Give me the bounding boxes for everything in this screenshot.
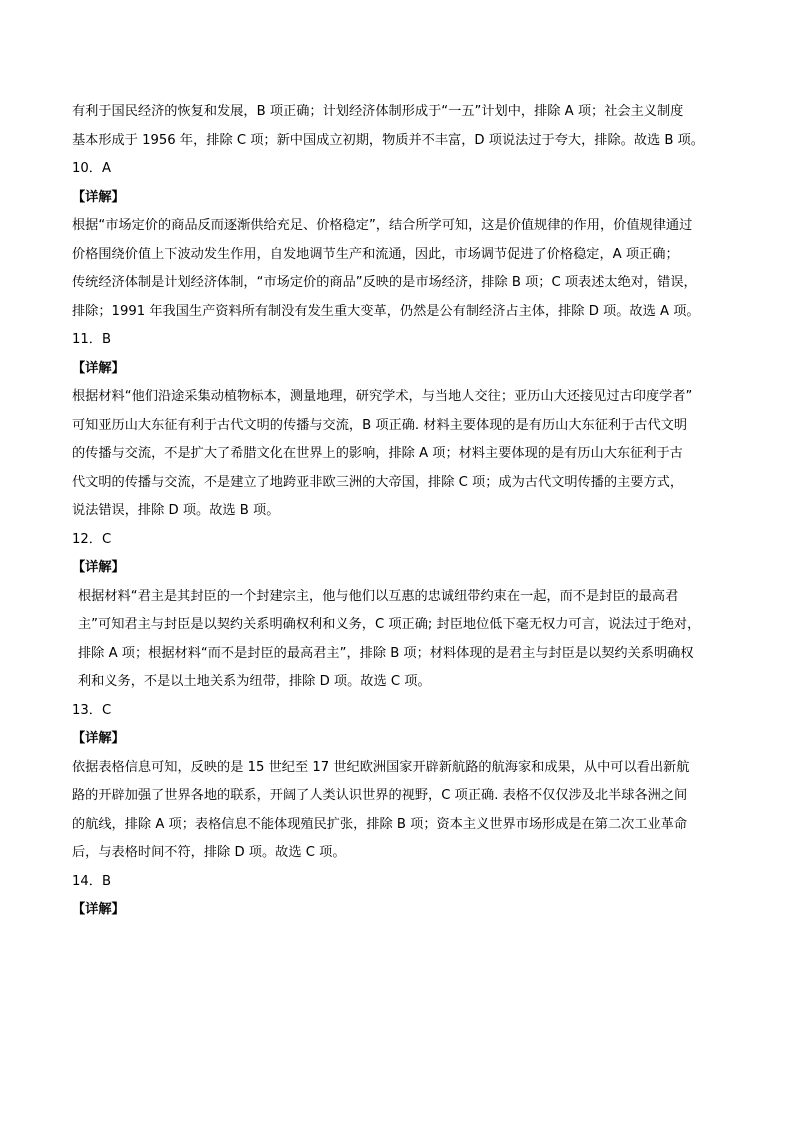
detail-heading: 【详解】 [72,560,125,575]
text-line: 基本形成于 1956 年，排除 C 项；新中国成立初期，物质并不丰富，D 项说法过于夸大，排除。故选 B 项。 [72,132,704,148]
text-line: 可知亚历山大东征有利于古代文明的传播与交流，B 项正确. 材料主要体现的是有历山大东征利于古代文明 [72,417,688,433]
text-line: 排除；1991 年我国生产资料所有制没有发生重大变革，仍然是公有制经济占主体，排除 D 项。故选 A 项。 [72,303,700,319]
question-answer-number: 13．C [72,702,112,718]
text-line: 有利于国民经济的恢复和发展，B 项正确；计划经济体制形成于“一五”计划中，排除 A 项；社会主义制度 [72,104,684,119]
text-line: 根据“市场定价的商品反而逐渐供给充足、价格稳定”，结合所学可知，这是价值规律的作用，价值规律通过 [72,218,693,233]
detail-heading: 【详解】 [72,902,125,917]
explanation-paragraph [72,754,728,868]
text-line: 的传播与交流，不是扩大了希腊文化在世界上的影响，排除 A 项；材料主要体现的是有历山大东征利于古 [72,446,683,461]
text-line: 说法错误，排除 D 项。故选 B 项。 [72,503,280,518]
answer-explanations [72,98,728,925]
text-line: 依据表格信息可知，反映的是 15 世纪至 17 世纪欧洲国家开辟新航路的航海家和成果，从中可以看出新航 [72,759,690,775]
question-answer-number: 14．B [72,873,112,889]
explanation-paragraph [72,583,728,697]
text-line: 传统经济体制是计划经济体制，“市场定价的商品”反映的是市场经济，排除 B 项；C 项表述太绝对，错误， [72,275,697,290]
text-line: 主”可知君主与封臣是以契约关系明确权利和义务，C 项正确; 封臣地位低下毫无权力可言，说法过于绝对， [78,617,701,632]
question-answer-number: 11．B [72,332,112,347]
explanation-paragraph [72,212,728,326]
text-line: 后，与表格时间不符，排除 D 项。故选 C 项。 [72,845,346,860]
explanation-paragraph [72,98,728,155]
text-line: 的航线，排除 A 项；表格信息不能体现殖民扩张，排除 B 项；资本主义世界市场形成是在第二次工业革命 [72,816,688,832]
question-answer-number: 12．C [72,531,112,547]
detail-heading: 【详解】 [72,360,125,376]
explanation-paragraph [72,383,728,526]
text-line: 利和义务，不是以土地关系为纽带，排除 D 项。故选 C 项。 [78,674,431,689]
text-line: 排除 A 项；根据材料“而不是封臣的最高君主”，排除 B 项；材料体现的是君主与封臣是以契约关系明确权 [78,645,694,661]
question-answer-number: 10．A [72,161,111,176]
text-line: 路的开辟加强了世界各地的联系，开阔了人类认识世界的视野，C 项正确. 表格不仅仅涉及北半球各洲之间 [72,788,688,803]
detail-heading: 【详解】 [72,731,125,746]
detail-heading: 【详解】 [72,189,125,205]
text-line: 根据材料“君主是其封臣的一个封建宗主，他与他们以互惠的忠诚纽带约束在一起，而不是封臣的最高君 [78,588,679,604]
text-line: 代文明的传播与交流，不是建立了地跨亚非欧三洲的大帝国，排除 C 项；成为古代文明传播的主要方式， [72,474,684,490]
text-line: 根据材料“他们沿途采集动植物标本，测量地理，研究学术，与当地人交往；亚历山大还接见过古印度学者” [72,389,693,404]
text-line: 价格围绕价值上下波动发生作用，自发地调节生产和流通，因此，市场调节促进了价格稳定，A 项正确； [72,246,679,262]
